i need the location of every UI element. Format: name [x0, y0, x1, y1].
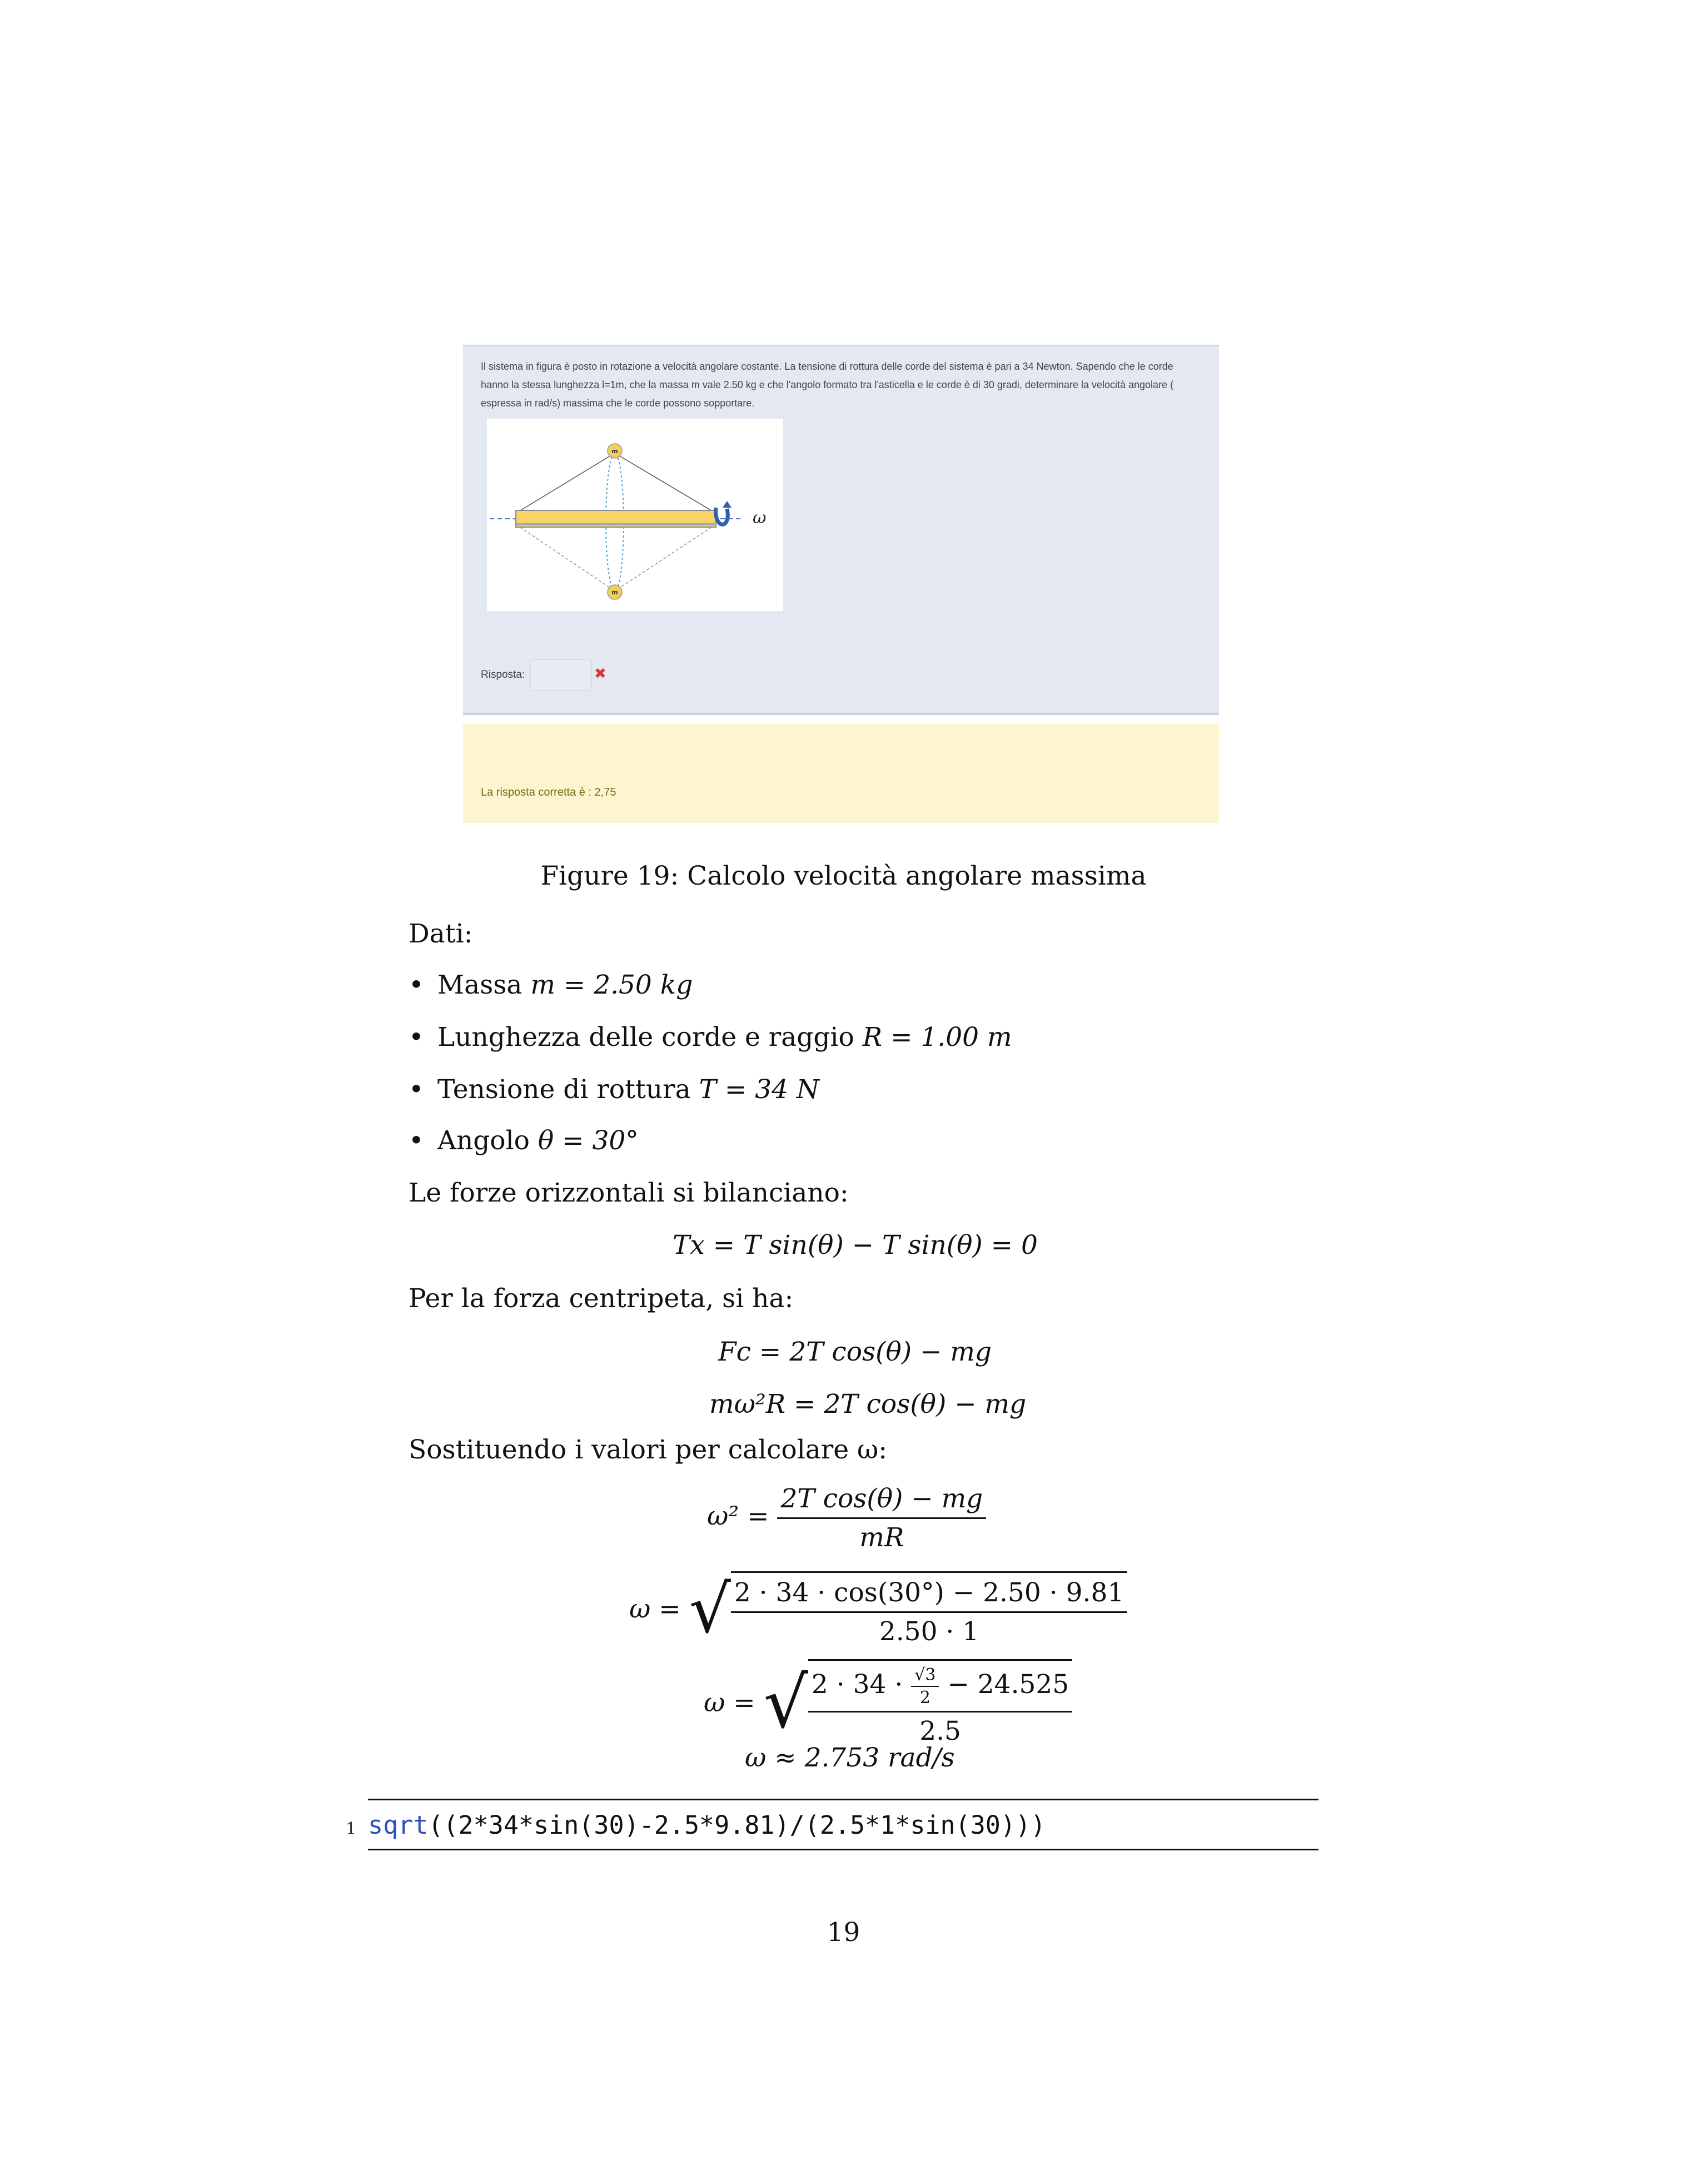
code-function: sqrt [368, 1810, 429, 1840]
omega-arrow-icon [716, 508, 728, 524]
equation-omega-sqrt-2 [704, 1659, 1072, 1746]
denominator: mR [859, 1522, 904, 1553]
numerator: 2 · 34 · cos(30°) − 2.50 · 9.81 [731, 1577, 1127, 1613]
code-args: ((2*34*sin(30)-2.5*9.81)/(2.5*1*sin(30))) [428, 1810, 1046, 1840]
denominator: 2.5 [919, 1716, 961, 1746]
data-label: Angolo [437, 1125, 530, 1156]
code-line-number: 1 [346, 1819, 357, 1839]
code-rule-bottom [368, 1849, 1318, 1850]
small-fraction: $\frac{√3}{2}$ [911, 1665, 939, 1708]
answer-input[interactable] [530, 659, 592, 691]
list-item: • Angolo θ = 30° [409, 1125, 639, 1156]
question-text: Il sistema in figura è posto in rotazione a velocità angolare costante. La tensione di rottura delle corde del sistema è pari a 34 Newton. Sapendo che le corde hanno la stessa lunghezza l=1m, che la massa m vale 2.50 kg e che l'angolo formato tra l'asticella e le corde è di 30 gradi, determinare la velocità angolare ( espressa in rad/s) massima che le corde possono sopportare. [481, 361, 1174, 409]
string-top-right [615, 453, 716, 513]
data-label: Tensione di rottura [437, 1074, 691, 1105]
code-rule-top [368, 1799, 1318, 1800]
string-bottom-left [516, 524, 615, 591]
mass-top-label: m [611, 448, 618, 455]
list-item: • Massa m = 2.50 kg [409, 970, 693, 1000]
data-label: Lunghezza delle corde e raggio [437, 1022, 854, 1053]
code-line [368, 1810, 1046, 1840]
sqrt-sign: √ [689, 1571, 731, 1647]
fraction [808, 1659, 1072, 1746]
intro-text: Dati: [409, 919, 473, 949]
equation-fc: Fc = 2T cos(θ) − mg [718, 1337, 992, 1367]
rotating-system-figure [487, 419, 783, 611]
eq-lhs: ω = [704, 1687, 755, 1718]
feedback-panel [463, 724, 1219, 823]
data-expr: R = 1.00 m [862, 1022, 1012, 1053]
data-expr: θ = 30° [538, 1125, 639, 1156]
list-item: • Tensione di rottura T = 34 N [409, 1074, 820, 1105]
paragraph-centripetal: Per la forza centripeta, si ha: [409, 1283, 794, 1314]
numerator: 2T cos(θ) − mg [777, 1483, 986, 1519]
data-expr: m = 2.50 kg [530, 970, 693, 1000]
data-label: Massa [437, 970, 522, 1000]
equation-horizontal: Tx = T sin(θ) − T sin(θ) = 0 [673, 1230, 1038, 1260]
page-number: 19 [827, 1917, 860, 1948]
omega-label: ω [753, 508, 767, 528]
fraction [777, 1483, 986, 1553]
numerator: 2 · 34 · $\frac{√3}{2}$ − 24.525 [808, 1665, 1072, 1713]
equation-omega-squared [707, 1483, 986, 1553]
string-top-left [516, 453, 615, 513]
paragraph-horizontal-forces: Le forze orizzontali si bilanciano: [409, 1178, 849, 1208]
correct-answer-text: La risposta corretta è : 2,75 [481, 786, 616, 798]
list-item: • Lunghezza delle corde e raggio R = 1.00 m [409, 1022, 1012, 1053]
equation-omega-sqrt-1 [629, 1571, 1127, 1647]
sqrt-sign: √ [763, 1661, 808, 1744]
eq-lhs: ω² = [707, 1501, 769, 1532]
wrong-answer-icon: ✖ [594, 666, 606, 682]
answer-label: Risposta: [481, 669, 525, 681]
paragraph-substitution: Sostituendo i valori per calcolare ω: [409, 1435, 888, 1465]
quiz-panel [463, 345, 1219, 715]
eq-lhs: ω = [629, 1594, 681, 1625]
figure-caption: Figure 19: Calcolo velocità angolare massima [540, 861, 1147, 891]
denominator: 2.50 · 1 [879, 1616, 979, 1647]
mass-bottom-label: m [611, 589, 618, 596]
string-bottom-right [615, 524, 716, 591]
equation-mw2r: mω²R = 2T cos(θ) − mg [709, 1389, 1027, 1419]
data-expr: T = 34 N [699, 1074, 820, 1105]
fraction [731, 1571, 1127, 1647]
equation-result: ω ≈ 2.753 rad/s [745, 1743, 955, 1773]
